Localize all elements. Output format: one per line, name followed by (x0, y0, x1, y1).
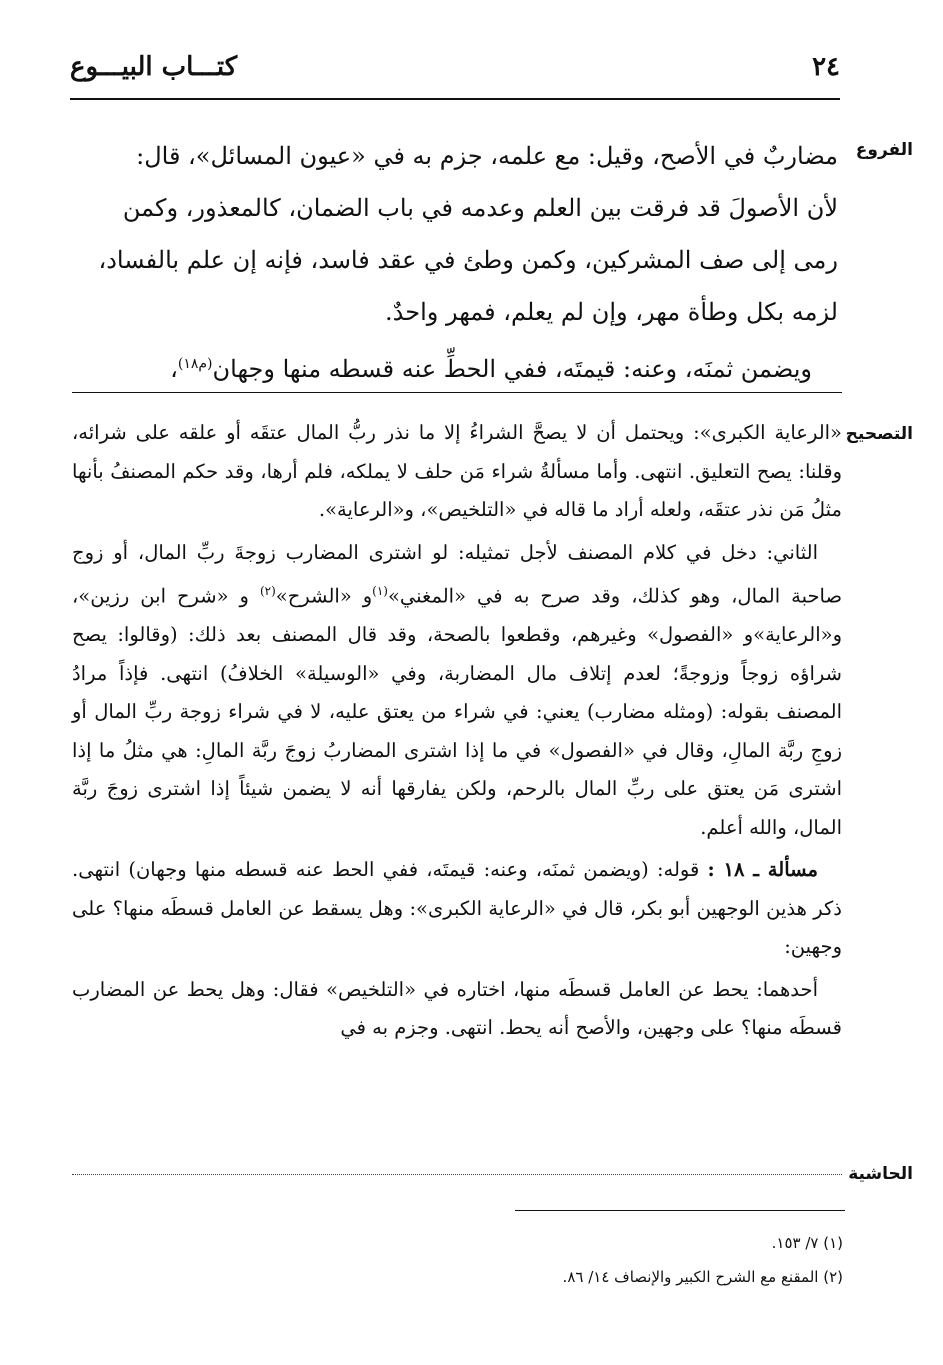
commentary-paragraph: أحدهما: يحط عن العامل قسطَه منها، اختاره في «التلخيص» فقال: وهل يحط عن المضارب قسطَه منها؟ على وجهين، والأصح أنه يحط. انتهى. وجزم به في (72, 977, 842, 1039)
commentary-text: و «الشرح» (275, 584, 373, 608)
main-text (72, 130, 838, 395)
page-number: ٢٤ (812, 52, 840, 82)
footnote-ref: (٢) (259, 584, 276, 598)
footnote: (٢) المقنع مع الشرح الكبير والإنصاف ١٤/ ٨٦. (562, 1268, 843, 1286)
dotted-leader (72, 1174, 842, 1175)
page-header (70, 52, 840, 92)
main-line: لزمه بكل وطأة مهر، وإن لم يعلم، فمهر واحدٌ. (385, 298, 838, 326)
commentary-text (72, 414, 842, 1048)
issue-marker: (م١٨) (177, 356, 213, 372)
footnote-ref: (١) (372, 584, 388, 598)
commentary-text: قوله: (ويضمن ثمنَه، وعنه: قيمتَه، ففي الحط عنه قسطه منها وجهان) انتهى. ذكر هذين الوجهين أبو بكر، قال في «الرعاية الكبرى»: وهل يسقط عن العامل قسطَه منها؟ على وجهين: (72, 858, 842, 958)
footnotes (343, 1226, 843, 1294)
commentary-paragraph: «الرعاية الكبرى»: ويحتمل أن لا يصحَّ الشراءُ إلا ما نذر ربُّ المال عتقَه أو علقه على شرائه، وقلنا: يصح التعليق. انتهى. وأما مسألةُ شراء مَن حلف لا يملكه، فلم أرها، وقد حكم المصنفُ بأنها مثلُ مَن نذر عتقَه، ولعله أراد ما قاله في «التلخيص»، و«الرعاية». (72, 421, 842, 521)
book-title: كتـــاب البيـــوع (70, 52, 238, 82)
commentary-text: و «شرح ابن رزين»، و«الرعاية»و «الفصول» وغيرهم، وقطعوا بالصحة، وقد قال المصنف بعد ذلك: (وقالوا: يصح شراؤه زوجاً وزوجةً؛ لعدم إتلاف مال المضاربة، وفي «الوسيلة» الخلافُ) انتهى. فإذاً مرادُ المصنف بقوله: (ومثله مضارب) يعني: في شراء من يعتق عليه، لا في شراء زوجة ربِّ المال أو زوجِ ربَّة المالِ، وقال في «الفصول» في ما إذا اشترى المضاربُ زوجَ ربَّة المالِ: هي مثلُ ما إذا اشترى مَن يعتق على ربِّ المال بالرحم، ولكن يفارقها أنه لا يضمن شيئاً إذا اشترى زوجَ ربَّة المال، والله أعلم. (72, 584, 842, 839)
footnote: (١) ٧/ ١٥٣. (771, 1234, 843, 1252)
side-label-hashiya: الحاشية (842, 1164, 913, 1184)
main-line-end: ، (170, 355, 178, 383)
main-line: لأن الأصولَ قد فرقت بين العلم وعدمه في باب الضمان، كالمعذور، وكمن (122, 194, 838, 222)
main-line-text: ويضمن ثمنَه، وعنه: قيمتَه، ففي الحطِّ عنه قسطه منها وجهان (212, 355, 812, 383)
header-rule (70, 98, 840, 100)
hashiya-row (72, 1162, 842, 1184)
commentary-paragraph (72, 534, 842, 848)
main-line (72, 338, 838, 395)
main-line: رمى إلى صف المشركين، وكمن وطئ في عقد فاسد، فإنه إن علم بالفساد، (98, 246, 838, 274)
main-line: مضاربٌ في الأصح، وقيل: مع علمه، جزم به في «عيون المسائل»، قال: (136, 142, 838, 170)
section-separator (72, 392, 842, 393)
side-label-furu: الفروع (855, 140, 913, 160)
issue-label: مسألة ـ ١٨ : (707, 858, 818, 881)
side-label-tashih: التصحيح (845, 424, 913, 444)
commentary-text: الثاني: دخل في كلام المصنف لأجل تمثيله: لو اشترى المضارب زوجةَ ربِّ المال، أو زوج صاحبة المال، وهو كذلك، وقد صرح به في «المغني» (72, 540, 843, 608)
commentary-paragraph (72, 851, 842, 967)
footnote-rule (515, 1210, 845, 1211)
